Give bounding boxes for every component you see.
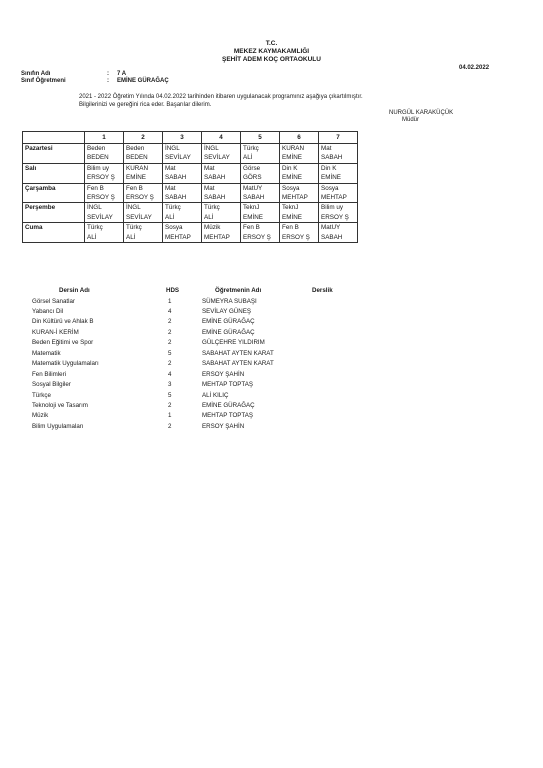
schedule-cell (124, 163, 163, 183)
schedule-cell-subject: Bilim uy (87, 164, 110, 172)
schedule-cell-teacher: GÖRS (243, 174, 262, 182)
schedule-cell-teacher: MEHTAP (165, 233, 191, 241)
lessons-header-row (27, 286, 333, 296)
schedule-cell-teacher: ALİ (165, 213, 175, 221)
schedule-cell (202, 203, 241, 223)
lesson-row (27, 297, 327, 307)
schedule-cell-teacher: SABAH (204, 194, 226, 202)
schedule-cell-subject: Sosya (165, 224, 183, 232)
schedule-cell (280, 183, 319, 203)
schedule-cell-teacher: EMİNE (243, 213, 263, 221)
lesson-teacher: MEHTAP TOPTAŞ (202, 412, 253, 420)
class-label: Sınıfın Adı (21, 71, 51, 77)
lesson-row (27, 307, 327, 317)
schedule-cell-subject: Sosya (282, 184, 300, 192)
schedule-cell (319, 183, 358, 203)
schedule-cell (163, 183, 202, 203)
schedule-cell (241, 163, 280, 183)
schedule-cell (241, 183, 280, 203)
schedule-cell-subject: Türkç (204, 204, 220, 212)
schedule-cell (202, 163, 241, 183)
day-name: Salı (23, 163, 85, 183)
schedule-cell-teacher: EMİNE (321, 174, 341, 182)
schedule-cell-teacher: EMİNE (282, 174, 302, 182)
period-header: 3 (163, 132, 202, 144)
lessons-list (27, 286, 347, 436)
schedule-cell-subject: İNGL (126, 204, 141, 212)
schedule-corner-cell (23, 132, 85, 144)
header-line-school: ŞEHİT ADEM KOÇ ORTAOKULU (222, 56, 321, 63)
period-header: 6 (280, 132, 319, 144)
lesson-hours: 1 (168, 297, 172, 305)
lesson-name: Müzik (32, 412, 49, 420)
schedule-cell (319, 203, 358, 223)
schedule-cell-subject: Sosya (321, 184, 339, 192)
period-header: 4 (202, 132, 241, 144)
schedule-cell-subject: TeknJ (282, 204, 299, 212)
schedule-cell (319, 223, 358, 243)
lesson-name: Sosyal Bilgiler (32, 381, 71, 389)
lesson-teacher: SEVİLAY GÜNEŞ (202, 307, 251, 315)
lesson-teacher: ERSOY ŞAHİN (202, 422, 245, 430)
schedule-cell-subject: Mat (204, 184, 215, 192)
schedule-cell-teacher: SABAH (165, 174, 187, 182)
lesson-teacher: SÜMEYRA SUBAŞI (202, 297, 257, 305)
teacher-value: EMİNE GÜRAĞAÇ (117, 78, 169, 84)
schedule-cell (241, 203, 280, 223)
schedule-cell-teacher: SEVİLAY (126, 213, 152, 221)
schedule-cell-subject: İNGL (87, 204, 102, 212)
schedule-cell (85, 203, 124, 223)
lessons-header-hours: HDS (166, 287, 180, 294)
schedule-cell-teacher: MEHTAP (321, 194, 347, 202)
lesson-hours: 2 (168, 402, 172, 409)
period-header: 7 (319, 132, 358, 144)
weekly-schedule-table (22, 131, 358, 243)
schedule-cell (124, 183, 163, 203)
schedule-cell (124, 223, 163, 243)
schedule-cell (85, 144, 124, 164)
day-name: Çarşamba (23, 183, 85, 203)
schedule-cell (85, 223, 124, 243)
schedule-cell-teacher: ERSOY Ş (126, 194, 154, 202)
period-header: 2 (124, 132, 163, 144)
lesson-hours: 5 (168, 349, 172, 357)
schedule-cell-subject: MatUY (321, 224, 341, 232)
schedule-cell-teacher: ERSOY Ş (87, 194, 115, 202)
schedule-cell (280, 144, 319, 164)
day-name: Cuma (23, 223, 85, 243)
lesson-row (27, 401, 327, 411)
lessons-header-room: Derslik (312, 287, 333, 294)
lesson-row (27, 338, 327, 348)
principal-name: NURGÜL KARAKÜÇÜK (389, 110, 454, 116)
schedule-cell-subject: Beden (87, 145, 106, 152)
lesson-row (27, 391, 327, 401)
lesson-name: Beden Eğitimi ve Spor (32, 339, 94, 347)
schedule-row (23, 163, 358, 183)
schedule-cell-subject: İNGL (165, 145, 180, 152)
schedule-cell (319, 163, 358, 183)
lesson-hours: 2 (168, 339, 172, 347)
lesson-name: Din Kültürü ve Ahlak B (32, 318, 94, 326)
schedule-cell-subject: Müzik (204, 224, 221, 232)
lessons-header-name: Dersin Adı (59, 287, 90, 294)
schedule-cell-teacher: ALİ (126, 233, 136, 241)
schedule-cell-subject: Türkç (165, 204, 181, 212)
schedule-cell (280, 223, 319, 243)
lesson-teacher: SABAHAT AYTEN KARAT (202, 360, 274, 368)
principal-title: Müdür (402, 117, 420, 123)
schedule-row (23, 203, 358, 223)
schedule-cell-subject: KURAN (282, 145, 305, 152)
lesson-hours: 1 (168, 412, 172, 420)
lesson-hours: 3 (168, 381, 172, 389)
lesson-row (27, 328, 327, 338)
schedule-cell-teacher: MEHTAP (282, 194, 308, 202)
schedule-cell-teacher: ERSOY Ş (243, 233, 271, 241)
schedule-cell (280, 203, 319, 223)
schedule-cell-subject: Mat (204, 164, 215, 172)
lesson-hours: 5 (168, 391, 172, 399)
lesson-teacher: SABAHAT AYTEN KARAT (202, 349, 274, 357)
schedule-cell-subject: Fen B (126, 184, 143, 192)
schedule-cell-teacher: ALİ (243, 154, 253, 162)
schedule-cell (163, 144, 202, 164)
schedule-cell (124, 203, 163, 223)
schedule-cell-subject: Fen B (87, 184, 104, 192)
period-header: 5 (241, 132, 280, 144)
schedule-cell-teacher: ALİ (87, 233, 97, 241)
schedule-row (23, 223, 358, 243)
lesson-row (27, 380, 327, 390)
schedule-cell-teacher: SEVİLAY (165, 154, 191, 162)
lesson-hours: 2 (168, 328, 172, 336)
day-name: Perşembe (23, 203, 85, 223)
schedule-cell (163, 203, 202, 223)
lesson-teacher: ERSOY ŞAHİN (202, 370, 245, 378)
lesson-hours: 2 (168, 360, 172, 368)
schedule-cell (163, 163, 202, 183)
schedule-cell-teacher: ERSOY Ş (87, 174, 115, 182)
schedule-cell (85, 163, 124, 183)
class-value: 7 A (117, 71, 127, 77)
header-line-tc: T.C. (265, 40, 278, 47)
schedule-cell (202, 183, 241, 203)
notice-line-2: Bilgilerinizi ve gereğini rica eder. Başarılar dilerim. (79, 102, 212, 108)
schedule-cell-subject: Türkç (87, 224, 103, 232)
schedule-cell (241, 223, 280, 243)
schedule-cell-teacher: BEDEN (126, 154, 148, 162)
header-line-kaymakamlik: MEKEZ KAYMAKAMLIĞI (233, 48, 310, 55)
lesson-hours: 2 (168, 422, 172, 430)
schedule-cell (319, 144, 358, 164)
lesson-name: Türkçe (32, 391, 51, 399)
schedule-cell-subject: MatUY (243, 184, 263, 192)
schedule-cell (241, 144, 280, 164)
schedule-cell (85, 183, 124, 203)
class-colon: : (107, 71, 109, 77)
schedule-cell-subject: Mat (165, 164, 176, 172)
schedule-cell-teacher: SEVİLAY (87, 213, 113, 221)
schedule-cell-subject: Mat (165, 184, 176, 192)
schedule-cell-subject: TeknJ (243, 204, 260, 212)
lessons-header-teacher: Öğretmenin Adı (215, 287, 262, 294)
lesson-hours: 4 (168, 307, 172, 315)
lesson-teacher: GÜLÇEHRE YILDIRIM (202, 339, 265, 347)
schedule-cell-teacher: SABAH (165, 194, 187, 202)
schedule-cell-teacher: EMİNE (282, 213, 302, 221)
lesson-row (27, 370, 327, 380)
document-date: 04.02.2022 (459, 65, 490, 71)
schedule-cell-subject: Türkç (126, 224, 142, 232)
schedule-cell-subject: Fen B (243, 224, 260, 232)
lesson-teacher: EMİNE GÜRAĞAÇ (202, 402, 255, 409)
schedule-cell-subject: Mat (321, 145, 332, 152)
lesson-name: Matematik Uygulamaları (32, 360, 99, 368)
lesson-row (27, 349, 327, 359)
lesson-teacher: EMİNE GÜRAĞAÇ (202, 328, 255, 336)
schedule-cell-subject: Din K (282, 164, 298, 172)
lesson-name: Teknoloji ve Tasarım (32, 402, 88, 409)
schedule-cell-teacher: BEDEN (87, 154, 109, 162)
lesson-name: Matematik (32, 349, 61, 357)
lesson-row (27, 317, 327, 327)
schedule-cell (202, 144, 241, 164)
schedule-cell (163, 223, 202, 243)
day-name: Pazartesi (23, 144, 85, 164)
lesson-teacher: MEHTAP TOPTAŞ (202, 381, 253, 389)
schedule-cell-teacher: MEHTAP (204, 233, 230, 241)
lesson-hours: 4 (168, 370, 172, 378)
schedule-cell (202, 223, 241, 243)
schedule-header-row (23, 132, 358, 144)
lesson-teacher: ALİ KILIÇ (202, 391, 229, 399)
schedule-cell-subject: Din K (321, 164, 337, 172)
lesson-name: KURAN-İ KERİM (32, 328, 79, 336)
schedule-cell-subject: Beden (126, 145, 145, 152)
lesson-name: Yabancı Dil (32, 307, 64, 315)
schedule-cell-teacher: SABAH (243, 194, 265, 202)
lesson-name: Fen Bilimleri (32, 370, 67, 378)
teacher-label: Sınıf Öğretmeni (21, 78, 66, 84)
schedule-cell-teacher: SABAH (321, 233, 343, 241)
schedule-cell-teacher: ERSOY Ş (321, 213, 349, 221)
schedule-cell-subject: Fen B (282, 224, 299, 232)
lesson-teacher: EMİNE GÜRAĞAÇ (202, 318, 255, 326)
schedule-cell-subject: Türkç (243, 145, 259, 152)
schedule-cell-teacher: EMİNE (282, 154, 302, 162)
schedule-cell-teacher: ERSOY Ş (282, 233, 310, 241)
schedule-cell (280, 163, 319, 183)
lesson-row (27, 411, 327, 421)
schedule-cell-teacher: SABAH (204, 174, 226, 182)
schedule-cell-subject: KURAN (126, 164, 149, 172)
period-header: 1 (85, 132, 124, 144)
schedule-cell-subject: Bilim uy (321, 204, 344, 212)
lesson-name: Görsel Sanatlar (32, 297, 75, 305)
schedule-cell-subject: İNGL (204, 145, 219, 152)
schedule-cell-teacher: ALİ (204, 213, 214, 221)
notice-line-1: 2021 - 2022 Öğretim Yılında 04.02.2022 tarihinden itibaren uygulanacak programınız aşağıya çıkartılmıştır. (79, 94, 363, 100)
lesson-name: Bilim Uygulamaları (32, 422, 84, 430)
schedule-cell (124, 144, 163, 164)
lesson-row (27, 359, 327, 369)
schedule-row (23, 183, 358, 203)
schedule-row (23, 144, 358, 164)
schedule-cell-teacher: SEVİLAY (204, 154, 230, 162)
schedule-cell-subject: Görse (243, 164, 261, 172)
schedule-cell-teacher: SABAH (321, 154, 343, 162)
teacher-colon: : (107, 78, 109, 84)
lesson-hours: 2 (168, 318, 172, 326)
schedule-cell-teacher: EMİNE (126, 174, 146, 182)
lesson-row (27, 422, 327, 432)
